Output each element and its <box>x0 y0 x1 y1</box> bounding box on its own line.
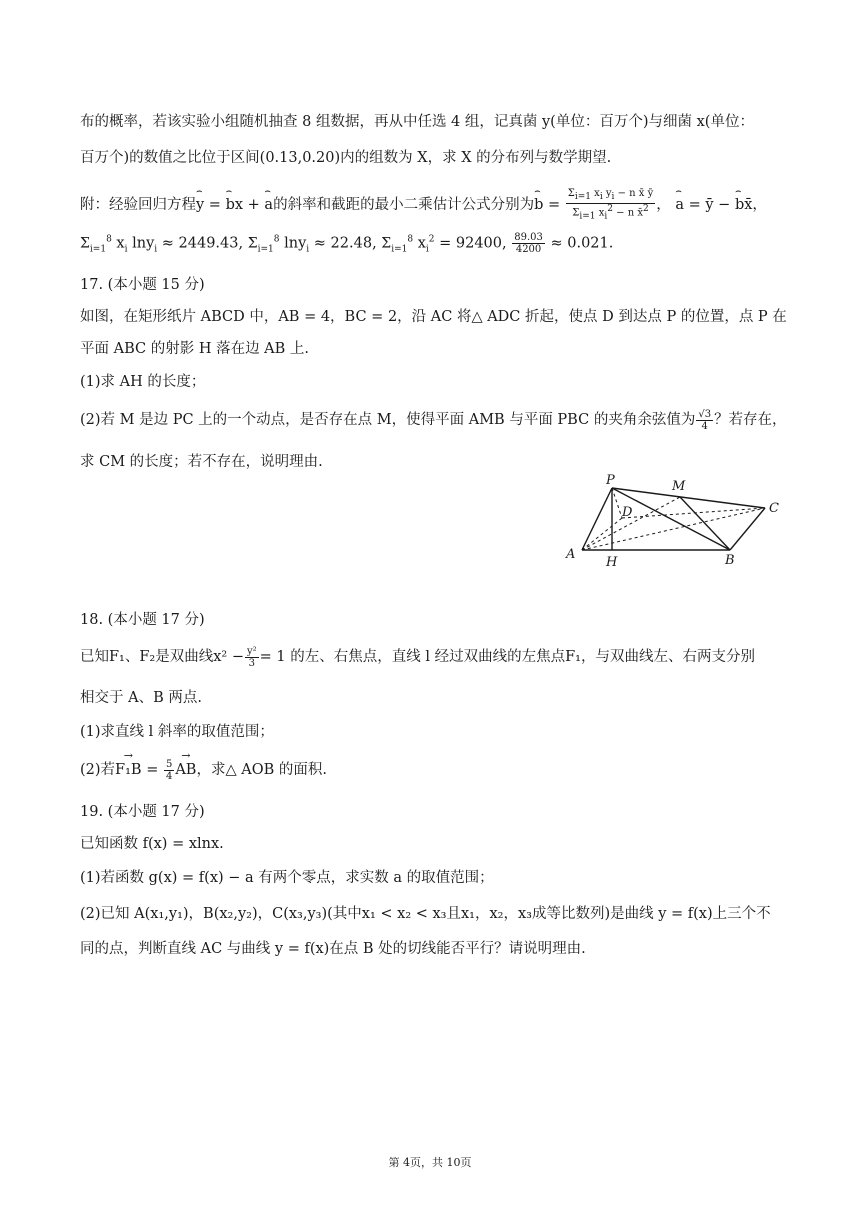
ratio-fraction: $\frac{89.03}{4200}$ <box>514 232 543 255</box>
q16-line1: 布的概率，若该实验小组随机抽查 8 组数据，再从中任选 4 组，记真菌 y(单位：百万个)与细菌 x(单位： <box>80 114 754 130</box>
q19-part2-line1: (2)已知 A(x₁,y₁)，B(x₂,y₂)，C(x₃,y₃)(其中x₁ < x₂ < x₃且x₁，x₂，x₃成等比数列)是曲线 y = f(x)上三个不 <box>80 906 771 922</box>
label-B: B <box>725 553 735 568</box>
q17-part2-line2: 求 CM 的长度；若不存在，说明理由. <box>80 454 323 470</box>
q17-part2-line1: (2)若 M 是边 PC 上的一个动点，是否存在点 M，使得平面 AMB 与平面 PBC 的夹角余弦值为 $\frac{√3}{4}$ ？若存在， <box>80 408 787 432</box>
edge-BC <box>730 508 765 550</box>
q19-part1: (1)若函数 g(x) = f(x) − a 有两个零点，求实数 a 的取值范围； <box>80 870 494 886</box>
label-A: A <box>566 547 576 562</box>
q18-part1: (1)求直线 l 斜率的取值范围； <box>80 724 274 740</box>
note-prefix: 附：经验回归方程 <box>80 197 196 214</box>
label-H: H <box>606 555 618 570</box>
q19-heading: 19. (本小题 17 分) <box>80 804 205 820</box>
q16-sums-line: $\Sigma_{i=1}^8$ $x_i$ lny$_i$ ≈ 2449.43, $\Sigma_{i=1}^8$ lny$_i$ ≈ 22.48, $\Sigma_{i=1}^8$ $x_i^2 = 92400$, $\frac{89.03}{4200}$ ≈ 0.021. <box>80 232 614 255</box>
edge-DC <box>622 508 765 518</box>
edge-AP <box>582 488 612 550</box>
hyperbola-fraction: $\frac{\text{y²}}{3}$ <box>247 645 257 669</box>
q19-stem: 已知函数 f(x) = xlnx. <box>80 836 224 852</box>
q16-line2: 百万个)的数值之比位于区间(0.13,0.20)内的组数为 X，求 X 的分布列与数学期望. <box>80 150 612 166</box>
b-hat-fraction: $\frac{\text{Σi=1 xi yi − n x̄ ȳ}}{\text{Σi=1 xi2 − n x̄2}}$ <box>567 188 654 222</box>
q19-part2-line2: 同的点，判断直线 AC 与曲线 y = f(x)在点 B 处的切线能否平行？请说明理由. <box>80 941 586 957</box>
label-D: D <box>622 505 633 520</box>
label-P: P <box>606 473 615 488</box>
note-mid: 的斜率和截距的最小二乘估计公式分别为 <box>273 197 535 214</box>
q18-stem-line1: 已知F₁、F₂是双曲线x² − $\frac{\text{y²}}{3}$ = 1 的左、右焦点，直线 l 经过双曲线的左焦点F₁，与双曲线左、右两支分别 <box>80 645 755 669</box>
q16-formula-note: 附：经验回归方程⌢ y = ⌢ bx + ⌢ a的斜率和截距的最小二乘估计公式分别为⌢ b = $\frac{\text{Σi=1 xi yi − n x̄ ȳ}}{\text{Σi=1 xi2 − n x̄2}}$ ， ⌢ a = ȳ − ⌢ bx̄， <box>80 188 767 222</box>
tetrahedron-figure <box>560 470 790 570</box>
q17-stem-line1: 如图，在矩形纸片 ABCD 中，AB = 4，BC = 2，沿 AC 将△ ADC 折起，使点 D 到达点 P 的位置，点 P 在 <box>80 309 787 325</box>
q18-heading: 18. (本小题 17 分) <box>80 612 205 628</box>
edge-AC <box>582 508 765 550</box>
label-C: C <box>769 501 779 516</box>
edge-MB <box>680 497 730 550</box>
five-quarters-fraction: $\frac{5}{4}$ <box>165 758 173 782</box>
vector-AB: → AB <box>175 762 196 778</box>
q18-stem-line2: 相交于 A、B 两点. <box>80 690 202 706</box>
cos-fraction: $\frac{√3}{4}$ <box>698 408 712 432</box>
q17-part1: (1)求 AH 的长度； <box>80 374 206 390</box>
vector-F1B: → F₁B <box>115 762 142 778</box>
q17-stem-line2: 平面 ABC 的射影 H 落在边 AB 上. <box>80 341 310 357</box>
label-M: M <box>672 479 686 494</box>
q18-part2: (2)若→ F₁B = $\frac{5}{4}$ → AB，求△ AOB 的面积. <box>80 758 327 782</box>
page-footer: 第 4页，共 10页 <box>388 1156 472 1169</box>
q17-heading: 17. (本小题 15 分) <box>80 277 205 293</box>
